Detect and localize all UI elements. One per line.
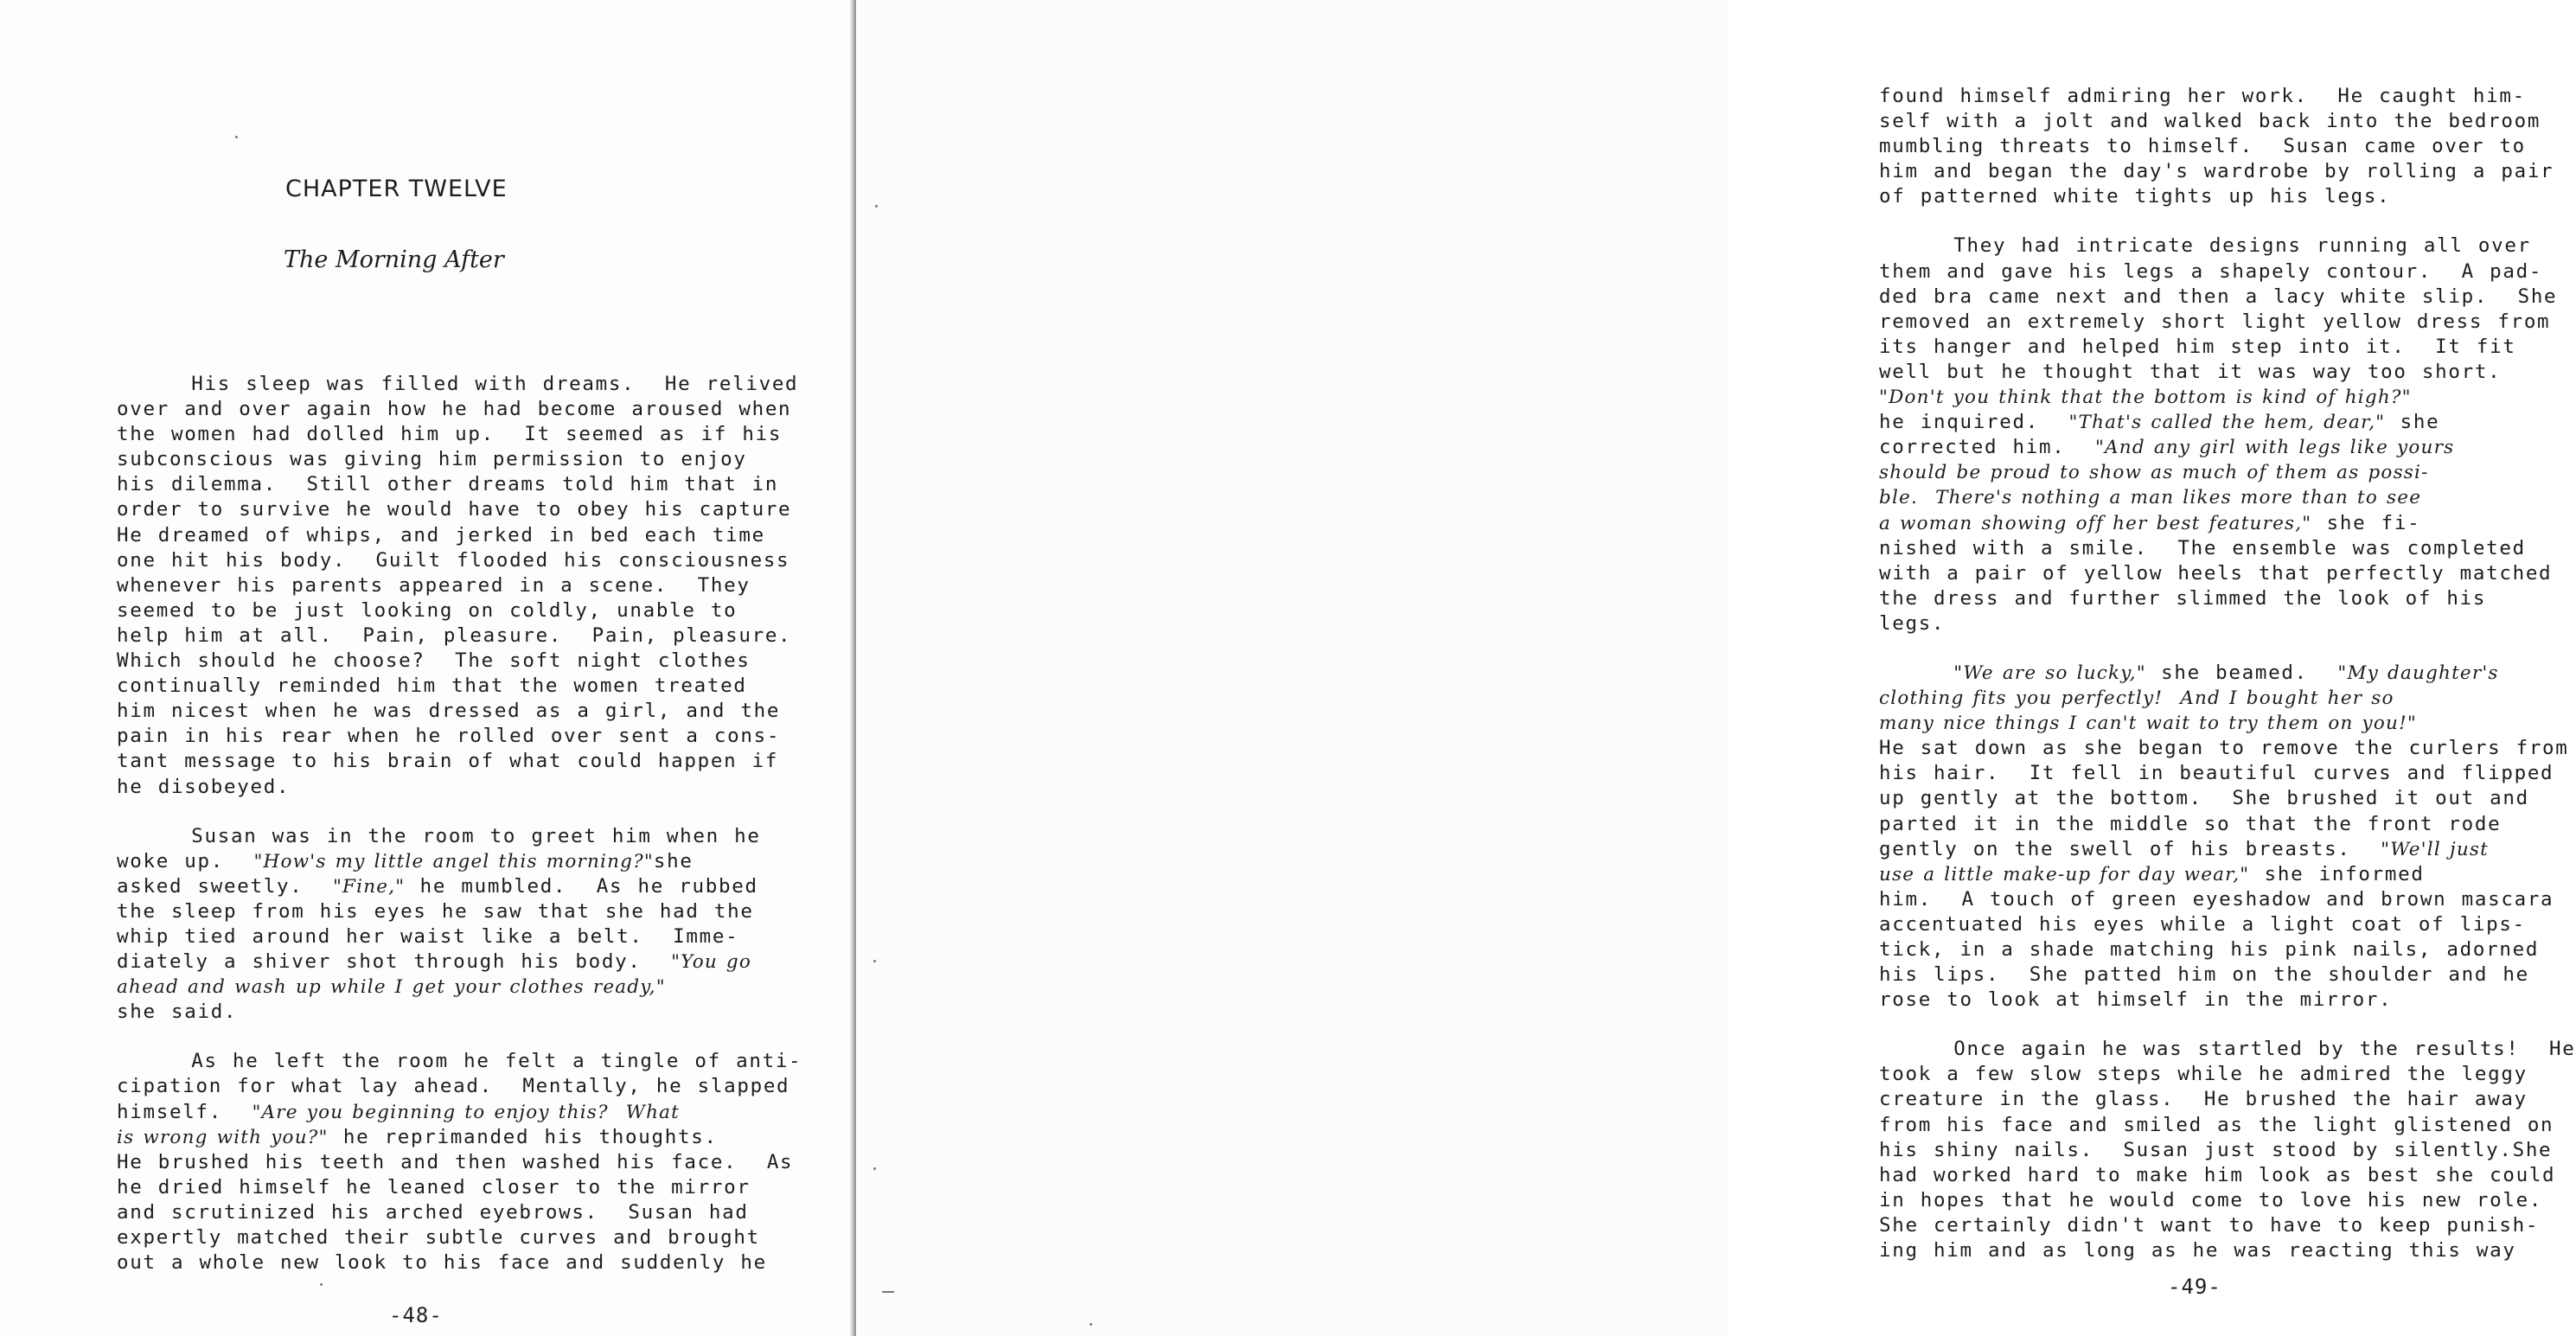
text-line xyxy=(1879,761,2554,786)
narration-text: took a few slow steps while he admired the leggy xyxy=(1879,1063,2528,1086)
right-page-text xyxy=(1879,84,2576,1263)
text-line xyxy=(117,849,757,874)
narration-text: the women had dolled him up. It seemed as if his xyxy=(117,423,783,446)
narration-text: his hair. It fell in beautiful curves and flipped xyxy=(1879,762,2554,785)
text-line xyxy=(1879,511,2519,536)
narration-text: whenever his parents appeared in a scene. They xyxy=(117,573,751,597)
narration-text: He brushed his teeth and then washed his face. As xyxy=(117,1150,794,1173)
text-line xyxy=(117,874,757,899)
narration-text: parted it in the middle so that the front rode xyxy=(1879,812,2502,835)
narration-text xyxy=(1879,662,1953,684)
paper-speck xyxy=(873,960,876,962)
narration-text: They had intricate designs running all over xyxy=(1879,234,2531,258)
text-line xyxy=(117,1150,794,1175)
narration-text: pain in his rear when he rolled over sent a cons- xyxy=(117,725,781,748)
narration-text: Once again he was startled by the results! He xyxy=(1879,1038,2576,1061)
text-line xyxy=(117,949,757,975)
text-line xyxy=(1879,109,2541,134)
narration-text: up gently at the bottom. She brushed it out and xyxy=(1879,787,2529,810)
narration-text: his shiny nails. Susan just stood by silently.She xyxy=(1879,1138,2553,1161)
text-line xyxy=(1879,233,2531,259)
text-line xyxy=(117,397,792,422)
narration-text: His sleep was filled with dreams. He relived xyxy=(117,373,799,395)
narration-text: him nicest when he was dressed as a girl, and the xyxy=(117,700,781,723)
text-line xyxy=(117,1000,757,1025)
text-line xyxy=(1879,184,2519,209)
narration-text: he inquired. xyxy=(1879,411,2069,434)
paper-speck xyxy=(875,205,878,208)
text-line xyxy=(1879,1188,2543,1213)
narration-text: he reprimanded his thoughts. xyxy=(328,1125,718,1148)
text-line xyxy=(1879,1238,2519,1263)
paragraph-break xyxy=(1879,636,2519,661)
text-line xyxy=(1879,686,2519,711)
text-line xyxy=(1879,1163,2556,1188)
text-line xyxy=(1879,988,2519,1013)
text-line xyxy=(117,1125,757,1150)
dialogue-text: "And any girl with legs like yours xyxy=(2094,437,2455,459)
narration-text: one hit his body. Guilt flooded his consciousness xyxy=(117,548,790,572)
narration-text: Susan was in the room to greet him when he xyxy=(117,824,761,847)
narration-text: legs. xyxy=(1879,611,1946,635)
dialogue-text: should be proud to show as much of them as possi- xyxy=(1879,462,2429,484)
narration-text: Which should he choose? The soft night clothes xyxy=(117,649,751,673)
narration-text: continually reminded him that the women treated xyxy=(117,674,747,698)
dialogue-text: use a little make-up for day wear," xyxy=(1879,863,2250,885)
dialogue-text: ahead and wash up while I get your clothes ready," xyxy=(117,976,666,999)
text-line xyxy=(1879,937,2540,962)
text-line xyxy=(117,523,765,548)
dialogue-text: ble. There's nothing a man likes more than to see xyxy=(1879,487,2422,509)
text-line xyxy=(117,472,779,497)
text-line xyxy=(117,824,761,849)
text-line xyxy=(1879,259,2543,284)
text-line xyxy=(1879,485,2519,510)
narration-text: expertly matched their subtle curves and brought xyxy=(117,1226,760,1249)
text-line xyxy=(1879,912,2526,937)
narration-text: out a whole new look to his face and suddenly he xyxy=(117,1251,767,1275)
text-line xyxy=(117,422,783,447)
text-line xyxy=(1879,812,2519,837)
dialogue-text: "How's my little angel this morning?" xyxy=(253,850,654,873)
narration-text: she fi- xyxy=(2311,511,2421,534)
narration-text: He dreamed of whips, and jerked in bed each time xyxy=(117,523,765,547)
narration-text: over and over again how he had become aroused when xyxy=(117,398,792,421)
text-line xyxy=(117,1200,757,1225)
narration-text: help him at all. Pain, pleasure. Pain, pleasure. xyxy=(117,623,792,647)
narration-text: his lips. She patted him on the shoulder and he xyxy=(1879,963,2529,987)
text-line xyxy=(1879,1113,2554,1138)
text-line xyxy=(1879,435,2519,460)
narration-text: She certainly didn't want to have to keep punish- xyxy=(1879,1213,2540,1237)
dialogue-text: "My daughter's xyxy=(2337,662,2499,684)
narration-text: rose to look at himself in the mirror. xyxy=(1879,988,2393,1012)
narration-text: well but he thought that it was way too short. xyxy=(1879,360,2502,383)
text-line xyxy=(117,1074,790,1099)
narration-text: woke up. xyxy=(117,849,254,873)
text-line xyxy=(1879,284,2558,310)
narration-text: seemed to be just looking on coldly, unable to xyxy=(117,598,738,622)
narration-text: she xyxy=(653,849,694,873)
narration-text: self with a jolt and walked back into the bedroom xyxy=(1879,110,2541,133)
text-line xyxy=(117,924,757,949)
text-line xyxy=(1879,962,2529,988)
text-line xyxy=(117,1225,760,1250)
dialogue-text: is wrong with you?" xyxy=(117,1126,329,1148)
page-number-left: -48- xyxy=(389,1303,443,1327)
paragraph-break xyxy=(117,800,757,824)
narration-text: he mumbled. As he rubbed xyxy=(405,874,758,898)
right-page xyxy=(856,0,2576,1336)
narration-text: As he left the room he felt a tingle of anti- xyxy=(117,1050,802,1073)
paper-speck xyxy=(882,1291,894,1293)
text-line xyxy=(1879,460,2519,485)
text-line xyxy=(1879,310,2551,335)
narration-text: cipation for what lay ahead. Mentally, he slapped xyxy=(117,1075,790,1098)
narration-text: creature in the glass. He brushed the hair away xyxy=(1879,1088,2528,1111)
text-line xyxy=(1879,84,2526,109)
text-line xyxy=(1879,1062,2528,1087)
text-line xyxy=(1879,1213,2540,1238)
text-line xyxy=(117,573,757,598)
dialogue-text: "We are so lucky," xyxy=(1953,662,2146,684)
narration-text: whip tied around her waist like a belt. Imme- xyxy=(117,924,739,948)
narration-text: He sat down as she began to remove the curlers from xyxy=(1879,737,2569,760)
text-line xyxy=(1879,1087,2528,1112)
text-line xyxy=(117,623,792,649)
text-line xyxy=(1879,786,2529,811)
text-line xyxy=(117,649,757,674)
left-page xyxy=(0,0,852,1336)
paragraph-break xyxy=(1879,1013,2519,1037)
paper-speck xyxy=(320,1283,323,1286)
text-line xyxy=(1879,335,2519,360)
narration-text: them and gave his legs a shapely contour. A pad- xyxy=(1879,259,2543,283)
narration-text: he dried himself he leaned closer to the mirror xyxy=(117,1175,751,1199)
text-line xyxy=(117,749,779,774)
narration-text: he disobeyed. xyxy=(117,775,291,798)
narration-text: she said. xyxy=(117,1000,238,1024)
narration-text: him and began the day's wardrobe by rolling a pair xyxy=(1879,160,2554,183)
text-line xyxy=(117,372,799,397)
text-line xyxy=(117,497,792,522)
text-line xyxy=(117,775,757,800)
text-line xyxy=(117,1049,802,1074)
left-page-text xyxy=(117,372,802,1275)
text-line xyxy=(1879,661,2519,686)
text-line xyxy=(1879,837,2519,862)
narration-text: gently on the swell of his breasts. xyxy=(1879,837,2381,860)
narration-text: order to survive he would have to obey his capture xyxy=(117,498,792,521)
text-line xyxy=(1879,736,2569,761)
narration-text: him. A touch of green eyeshadow and brown mascara xyxy=(1879,887,2554,911)
text-line xyxy=(1879,1037,2576,1062)
text-line xyxy=(1879,887,2554,912)
dialogue-text: many nice things I can't wait to try them on you!" xyxy=(1879,713,2418,735)
narration-text: she xyxy=(2385,411,2440,434)
dialogue-text: clothing fits you perfectly! And I bought her so xyxy=(1879,687,2394,710)
text-line xyxy=(117,447,757,472)
paragraph-break xyxy=(117,1025,757,1049)
narration-text: in hopes that he would come to love his new role. xyxy=(1879,1188,2543,1211)
narration-text: subconscious was giving him permission to enjoy xyxy=(117,448,747,471)
chapter-title: CHAPTER TWELVE xyxy=(285,176,508,202)
narration-text: tant message to his brain of what could happen if xyxy=(117,750,779,773)
dialogue-text: "Are you beginning to enjoy this? What xyxy=(252,1101,681,1123)
text-line xyxy=(117,1100,757,1125)
narration-text: his dilemma. Still other dreams told him that in xyxy=(117,473,779,496)
narration-text: of patterned white tights up his legs. xyxy=(1879,185,2391,208)
dialogue-text: "We'll just xyxy=(2381,838,2489,860)
paragraph-break xyxy=(1879,209,2519,233)
narration-text: the dress and further slimmed the look of his xyxy=(1879,586,2487,610)
text-line xyxy=(1879,159,2554,184)
paper-speck xyxy=(1090,1323,1092,1326)
dialogue-text: "You go xyxy=(671,951,752,974)
narration-text: from his face and smiled as the light glistened on xyxy=(1879,1113,2554,1136)
dialogue-text: "Fine," xyxy=(332,875,406,898)
narration-text: asked sweetly. xyxy=(117,874,333,898)
text-line xyxy=(1879,862,2519,887)
text-line xyxy=(1879,536,2526,561)
dialogue-text: a woman showing off her best features," xyxy=(1879,512,2312,534)
narration-text: and scrutinized his arched eyebrows. Susan had xyxy=(117,1200,749,1224)
narration-text: ded bra came next and then a lacy white slip. She xyxy=(1879,284,2558,308)
narration-text: she informed xyxy=(2249,862,2425,885)
text-line xyxy=(1879,134,2526,159)
narration-text: nished with a smile. The ensemble was completed xyxy=(1879,536,2526,559)
text-line xyxy=(117,899,757,924)
text-line xyxy=(117,1175,757,1200)
narration-text: diately a shiver shot through his body. xyxy=(117,950,672,974)
text-line xyxy=(117,598,757,623)
narration-text: its hanger and helped him step into it. It fit xyxy=(1879,335,2516,358)
page-number-right: -49- xyxy=(2168,1275,2221,1299)
dialogue-text: "That's called the hem, dear," xyxy=(2068,412,2386,434)
text-line xyxy=(1879,561,2553,586)
text-line xyxy=(1879,1138,2553,1163)
narration-text: himself. xyxy=(117,1100,252,1123)
text-line xyxy=(117,1250,767,1275)
narration-text: corrected him. xyxy=(1879,436,2095,459)
text-line xyxy=(117,975,757,1000)
text-line xyxy=(117,674,757,699)
dialogue-text: "Don't you think that the bottom is kind of high?" xyxy=(1879,387,2412,409)
text-line xyxy=(1879,586,2519,611)
narration-text: tick, in a shade matching his pink nails, adorned xyxy=(1879,938,2540,961)
text-line xyxy=(117,699,781,724)
chapter-subtitle: The Morning After xyxy=(284,246,504,273)
narration-text: mumbling threats to himself. Susan came over to xyxy=(1879,135,2526,158)
narration-text: ing him and as long as he was reacting this way xyxy=(1879,1239,2516,1262)
narration-text: had worked hard to make him look as best she could xyxy=(1879,1163,2556,1186)
text-line xyxy=(1879,360,2519,385)
narration-text: found himself admiring her work. He caught him- xyxy=(1879,85,2526,107)
text-line xyxy=(117,724,781,749)
text-line xyxy=(117,548,790,573)
text-line xyxy=(1879,611,2519,636)
text-line xyxy=(1879,711,2519,736)
narration-text: with a pair of yellow heels that perfectly matched xyxy=(1879,561,2553,585)
narration-text: removed an extremely short light yellow dress from xyxy=(1879,310,2551,333)
narration-text: she beamed. xyxy=(2145,661,2338,684)
narration-text: accentuated his eyes while a light coat of lips- xyxy=(1879,912,2526,936)
paper-speck xyxy=(235,136,238,138)
narration-text: the sleep from his eyes he saw that she had the xyxy=(117,899,754,923)
text-line xyxy=(1879,410,2519,435)
text-line xyxy=(1879,385,2519,410)
paper-speck xyxy=(873,1167,876,1170)
